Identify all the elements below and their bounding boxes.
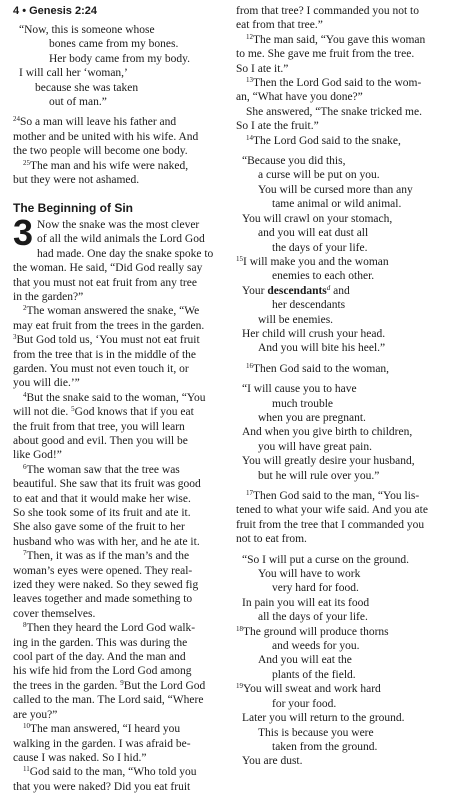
verse-text: tened to what your wife said. And you ate [236,504,428,517]
verse-text: about good and evil. Then you will be [13,434,188,447]
poem-line: but he will rule over you.” [258,469,380,482]
poem-line: will be enemies. [258,313,334,326]
verse-number: 18 [236,624,243,633]
verse-text: The woman answered the snake, “We [26,305,200,318]
verse-number: 4 [23,390,27,399]
poem-line: I will call her ‘woman,’ [19,67,128,80]
verse-text: So I ate the fruit.” [236,120,319,133]
verse-text: But the Lord God [123,679,206,692]
verse-text: The woman saw that the tree was [26,463,180,476]
verse-text: of all the wild animals the Lord God [37,233,205,246]
poem-line: a curse will be put on you. [258,169,380,182]
verse-number: 24 [13,115,20,124]
poem-line: when you are pregnant. [258,411,366,424]
verse-text: the fruit from that tree, you will learn [13,420,185,433]
verse-2-24 [13,115,217,158]
header-bullet: • [22,5,27,17]
verse-text: So she took some of its fruit and ate it. [13,507,191,519]
verse-3-11-continued [236,4,448,33]
verse-text: husband who was with her, and he ate it. [13,535,200,548]
poem-line: And when you give birth to children, [242,426,413,439]
section-heading: The Beginning of Sin [13,201,133,216]
poem-line: all the days of your life. [258,611,368,624]
verse-text: ized they were naked. So they sewed fig [13,579,199,592]
verse-text: to me. She gave me fruit from the tree. [236,48,415,61]
poem-line: In pain you will eat its food [242,596,370,609]
poem-line: Her child will crush your head. [242,327,386,340]
poem-line: you will have great pain. [258,440,373,453]
verse-3-2 [13,304,217,390]
poem-line: plants of the field. [272,668,356,681]
verse-3-6 [13,463,217,549]
footnote-mark: d [326,283,331,292]
verse-text: So I ate it.” [236,62,289,75]
verse-number: 11 [23,765,30,774]
verse-number: 17 [246,489,253,497]
verse-text: in the garden?” [13,290,84,303]
verse-text: the woman. He said, “Did God really say [13,262,203,275]
verse-text: from the tree that is in the middle of the [13,348,196,361]
verse-text: cause I was naked. So I hid.” [13,751,147,764]
verse-number: 13 [246,76,253,85]
verse-text: called to the man. The Lord said, “Where [13,694,204,707]
poem-curse-snake [236,154,448,356]
poem-line: Later you will return to the ground. [242,712,405,725]
verse-text: that you must not eat fruit from any tree [13,276,197,289]
verse-text: The man answered, “I heard you [30,723,181,736]
verse-text: garden. You must not even touch it, or [13,362,189,375]
poem-line: and [330,284,350,297]
verse-text: leaves together and made something to [13,593,193,606]
verse-number: 2 [23,304,27,313]
verse-3-14 [236,134,448,148]
verse-number: 19 [236,682,243,691]
verse-text: woman’s eyes were opened. They real- [13,564,193,577]
verse-text: God knows that if you eat [74,406,194,419]
poem-line: bones came from my bones. [49,38,179,51]
verse-text: you will die.’” [13,377,80,390]
verse-text: Now the snake was the most clever [37,218,200,231]
glossary-word: descendants [267,284,327,297]
verse-3-17 [236,489,448,547]
poem-line: You will be cursed more than any [258,183,413,196]
verse-3-11 [13,765,217,794]
verse-number: 6 [23,462,27,471]
verse-text: Then the Lord God said to the wom- [253,77,422,90]
verse-3-16 [236,362,448,376]
chapter-reference: Genesis 2:24 [29,5,97,17]
verse-text: but they were not ashamed. [13,174,140,187]
verse-number: 5 [71,405,75,414]
poem-line: the days of your life. [272,241,368,254]
verse-text: fruit from the tree that I commanded you [236,518,425,531]
verse-3-12 [236,33,448,76]
poem-line: much trouble [272,397,333,410]
poem-line: You will greatly desire your husband, [242,455,415,468]
verse-text: ing in the garden. This was during the [13,636,188,649]
verse-text: Then, it was as if the man’s and the [26,550,190,563]
verse-text: cover themselves. [13,607,96,620]
poem-line: This is because you were [258,726,374,739]
chapter-number: 3 [13,211,34,253]
page-header [13,5,97,17]
verse-3-10 [13,722,217,765]
poem-line: And you will eat the [258,654,352,667]
verse-text: like God!” [13,449,62,462]
verse-text: She answered, “The snake tricked me. [246,105,422,118]
verse-2-25 [13,159,217,188]
poem-line: enemies to each other. [272,270,375,283]
verse-text: Then God said to the man, “You lis- [253,490,420,502]
poem-line: I will make you and the woman [243,255,389,268]
verse-text: the trees in the garden. [13,679,118,692]
poem-line: You will sweat and work hard [243,683,381,696]
poem-line: You will crawl on your stomach, [242,212,393,225]
poem-line: You are dust. [242,755,303,768]
verse-number: 15 [236,254,243,263]
verse-text: Then God said to the woman, [253,362,390,375]
verse-text: not to eat from. [236,533,307,546]
verse-text: that you were naked? Did you eat fruit [13,780,191,793]
poem-line: Your [242,284,268,297]
poem-line: You will have to work [258,568,361,581]
verse-text: the two people will become one body. [13,145,188,158]
verse-number: 10 [23,722,30,731]
poem-line: because she was taken [35,81,139,94]
verse-number: 9 [120,678,124,687]
verse-text: She also gave some of the fruit to her [13,521,185,534]
verse-text: mother and be united with his wife. And [13,130,199,143]
poem-line: taken from the ground. [272,740,378,753]
poem-curse-ground [236,553,448,769]
poem-line: “Now, this is someone whose [19,24,155,36]
verse-number: 7 [23,549,27,558]
poem-line: Her body came from my body. [49,52,191,65]
verse-text: walking in the garden. I was afraid be- [13,737,191,750]
verse-text: beautiful. She saw that its fruit was good [13,478,201,491]
poem-line: “So I will put a curse on the ground. [242,553,410,566]
verse-text: The man said, “You gave this woman [253,33,426,46]
verse-text: But the snake said to the woman, “You [26,391,206,404]
verse-number: 25 [23,158,30,167]
verse-text: had made. One day the snake spoke to [37,247,214,260]
poem-line: very hard for food. [272,582,359,595]
verse-text: cool part of the day. And the man and [13,651,186,664]
verse-number: 8 [23,621,27,630]
verse-text: may eat fruit from the trees in the garden. [13,319,205,332]
verse-text: Then they heard the Lord God walk- [26,622,196,635]
verse-text: God said to the man, “Who told you [29,766,197,779]
verse-3-8 [13,621,217,722]
verse-text: will not die. [13,406,69,419]
poem-line: for your food. [272,697,337,710]
verse-3-7 [13,549,217,621]
poem-line: “Because you did this, [242,155,346,168]
verse-text: So a man will leave his father and [20,116,177,129]
verse-3-13 [236,76,448,134]
verse-text: The man and his wife were naked, [30,159,189,172]
verse-number: 3 [13,333,17,342]
page-number: 4 [13,5,20,17]
verse-text: eat from that tree.” [236,19,323,32]
verse-text: an, “What have you done?” [236,91,363,104]
poem-line: And you will bite his heel.” [258,342,386,355]
poem-line: “I will cause you to have [242,383,357,396]
verse-number: 12 [246,32,253,41]
verse-text: his wife hid from the Lord God among [13,665,192,678]
verse-text: are you?” [13,708,58,721]
verse-text: But God told us, ‘You must not eat fruit [16,334,200,347]
left-column [13,23,217,794]
verse-text: The Lord God said to the snake, [253,134,401,147]
verse-number: 14 [246,133,253,142]
poem-line: out of man.” [49,96,107,109]
poem-line: tame animal or wild animal. [272,198,402,211]
poem-line: her descendants [272,299,346,312]
poem-woman [13,23,217,109]
poem-line: The ground will produce thorns [243,625,389,638]
poem-line: and weeds for you. [272,640,360,653]
verse-text: from that tree? I commanded you not to [236,5,419,17]
verse-text: to eat and that it would make her wise. [13,492,191,505]
right-column [236,4,448,769]
poem-line: and you will eat dust all [258,227,369,240]
verse-number: 16 [246,361,253,370]
verse-3-1 [13,211,217,304]
verse-3-4 [13,391,217,463]
poem-woman-pain [236,382,448,483]
